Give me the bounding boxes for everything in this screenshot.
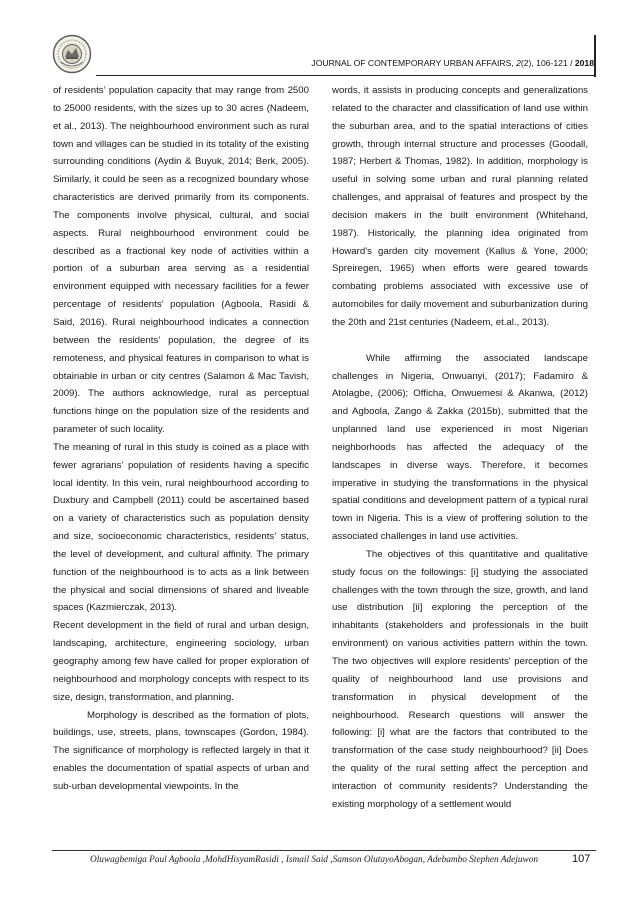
paragraph: of residents’ population capacity that may range from 2500 to 25000 residents, with the sizes up to 30 acres (Nadeem, et al., 2013). The neighbourhood environment such as rural town and villages can be studied in its totality of the existing surrounding conditions (Aydin & Buyuk, 2014; Berk, 2005). Similarly, it could be seen as a recognized boundary whose characteristics are derived primarily from its components. The components involve physical, cultural, and social aspects. Rural neighbourhood environment could be described as a fractional key node of activities within a portion of a suburban area serving as a residential environment equipped with necessary facilities for a fewer percentage of residents’ population (Agboola, Rasidi & Said, 2016). Rural neighbourhood indicates a connection between the residents’ population, the degree of its remoteness, and physical features in comparison to what is obtainable in urban or city centres (Salamon & Mac Tavish, 2009). The authors acknowledge, rural as perceptual functions hinge on the population size of the residents and parameter of such locality.: [53, 85, 309, 436]
paragraph: The meaning of rural in this study is coined as a place with fewer agrarians’ population of residents having a specific local identity. In this vein, rural neighbourhood according to Duxbury and Campbell (2011) could be ascertained based on a variety of characteristics such as population density and size, socioeconomic characteristics, residents’ status, the level of development, and cultural affinity. The primary function of the neighbourhood is to acts as a link between the physical and social dimensions of shared and liveable spaces (Kazmierczak, 2013).: [53, 441, 309, 614]
paragraph: Morphology is described as the formation of plots, buildings, use, streets, plans, townscapes (Gordon, 1984). The significance of morphology is reflected largely in that it enables the documentation of spatial aspects of urban and sub-urban developmental viewpoints. In the: [53, 709, 309, 792]
header-rule: [96, 75, 596, 76]
left-column: [53, 82, 309, 796]
journal-volume: 2: [516, 58, 521, 68]
paragraph: Recent development in the field of rural and urban design, landscaping, architecture, engineering sociology, urban geography among few have called for proper exploration of neighbourhood and morphology concepts with respect to its size, design, transformation, and planning.: [53, 620, 309, 703]
header-vertical-rule: [594, 35, 596, 77]
footer-rule: [52, 850, 596, 851]
journal-header: JOURNAL OF CONTEMPORARY URBAN AFFAIRS, 2(2), 106-121 / 2018: [311, 58, 594, 68]
paragraph: words, it assists in producing concepts and generalizations related to the character and classification of land use within the suburban area, and to the spatial interactions of cities growth, through internal structure and processes (Goodall, 1987; Herbert & Thomas, 1982). In addition, morphology is useful in solving some urban and rural planning related challenges, and appraisal of features and prospect by the decision makers in the built environment (Whitehand, 1987). Historically, the planning idea originated from Howard’s garden city movement (Kallus & Yone, 2000; Spreiregen, 1965) when efforts were geared towards combating problems associated with excessive use of automobiles for daily movement and suburbanization during the 20th and 21st centuries (Nadeem, et.al., 2013).: [332, 85, 588, 328]
footer-authors: Oluwagbemiga Paul Agboola ,MohdHisyamRasidi , Ismail Said ,Samson OlutayoAbogan, Adebambo Stephen Adejuwon: [90, 855, 539, 865]
paragraph: While affirming the associated landscape challenges in Nigeria, Onwuanyi, (2017); Fadamiro & Atolagbe, (2006); Officha, Onwuemesi & Akanwa, (2012) and Agboola, Zango & Zakka (2015b), submitted that the unplanned land use experienced in most Nigerian neighborhoods has affected the adequacy of the landscapes in diverse ways. Therefore, it becomes imperative in studying the transformations in the physical spatial conditions and development pattern of a typical rural town in Nigeria. This is a view of proffering solution to the associated challenges in land use activities.: [332, 352, 588, 543]
right-column: [332, 82, 588, 814]
journal-year: 2018: [574, 58, 594, 68]
page-number: 107: [572, 853, 591, 865]
journal-logo: [52, 34, 92, 74]
paragraph: The objectives of this quantitative and qualitative study focus on the followings: [i] studying the associated challenges with the town through the size, growth, and land use distribution [ii] exploring the perception of the inhabitants (stakeholders and professionals in the built environment) on various activities pattern within the town. The two objectives will explore residents’ perception of the quality of neighbourhood land use provisions and transformation in physical development of the neighbourhood. Research questions will answer the following: [i] what are the factors that contributed to the transformation of the case study neighbourhood? [ii] Does the quality of the rural setting affect the perception and interaction of community residents? Understanding the existing morphology of a settlement would: [332, 548, 588, 810]
